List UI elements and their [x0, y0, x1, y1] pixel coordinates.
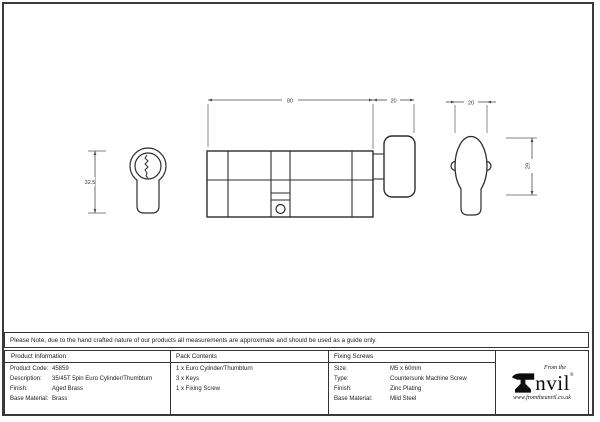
row-label: Description:	[10, 376, 42, 382]
row-label: Finish:	[334, 386, 352, 392]
dim-body-length	[208, 98, 414, 149]
row-value: Brass	[52, 396, 68, 402]
anvil-logo	[500, 365, 584, 401]
dim-label-knob-length: 20	[390, 98, 397, 105]
anvil-icon	[510, 371, 536, 395]
list-item: 1 x Euro Cylinder/Thumbturn	[176, 366, 253, 372]
table-row	[10, 364, 152, 374]
logo-name: nvil	[535, 370, 570, 395]
keyhole-front-view	[130, 148, 166, 213]
pack-contents-rows	[176, 364, 253, 394]
product-information-rows	[10, 364, 152, 404]
table-row	[10, 374, 152, 384]
measurement-note	[4, 332, 589, 348]
logo-cell	[495, 351, 589, 414]
table-row	[334, 394, 467, 404]
row-value: M5 x 60mm	[390, 366, 422, 372]
logo-tagline: From the	[544, 364, 566, 371]
spec-table	[4, 350, 589, 415]
row-value: Aged Brass	[52, 386, 84, 392]
dim-knob-width	[446, 100, 496, 133]
table-header-underline	[5, 362, 495, 363]
thumbturn-knob-side	[384, 136, 415, 197]
dim-knob-height	[506, 138, 537, 195]
table-row	[334, 384, 467, 394]
header-product-information: Product Information	[11, 353, 66, 360]
registered-mark: ®	[569, 372, 574, 378]
row-value: 35/45T 5pin Euro Cylinder/Thumbturn	[52, 376, 153, 382]
header-pack-contents: Pack Contents	[176, 353, 217, 360]
list-item: 3 x Keys	[176, 376, 200, 382]
table-divider-1	[170, 351, 171, 414]
dim-label-knob-height: 29	[525, 162, 532, 170]
table-divider-2	[328, 351, 329, 414]
row-value: Countersunk Machine Screw	[390, 376, 467, 382]
thumbturn-front-view	[451, 137, 491, 216]
measurement-note-text: Please Note, due to the hand crafted nature of our products all measurements are approximate and should be used as a guide only.	[10, 336, 377, 344]
dim-label-body-length: 80	[286, 98, 294, 105]
row-label: Type:	[334, 376, 349, 382]
row-value: 45859	[52, 366, 69, 372]
row-label: Base Material:	[334, 396, 373, 402]
table-row	[334, 364, 467, 374]
table-row	[10, 384, 152, 394]
cylinder-side-view	[207, 136, 415, 217]
logo-website: www.fromtheanvil.co.uk	[513, 394, 571, 401]
table-row	[334, 374, 467, 384]
row-label: Product Code:	[10, 366, 49, 372]
row-value: Zinc Plating	[390, 386, 422, 392]
dim-label-knob-width: 20	[467, 100, 475, 107]
row-label: Base Material:	[10, 396, 49, 402]
row-label: Size:	[334, 366, 348, 372]
row-value: Mild Steel	[390, 396, 417, 402]
row-label: Finish:	[10, 386, 28, 392]
table-row	[10, 394, 152, 404]
fixing-screws-rows	[334, 364, 467, 404]
list-item: 1 x Fixing Screw	[176, 386, 221, 392]
header-fixing-screws: Fixing Screws	[334, 353, 374, 360]
dim-face-height	[84, 151, 106, 213]
dim-label-face-height: 32.5	[84, 180, 96, 186]
